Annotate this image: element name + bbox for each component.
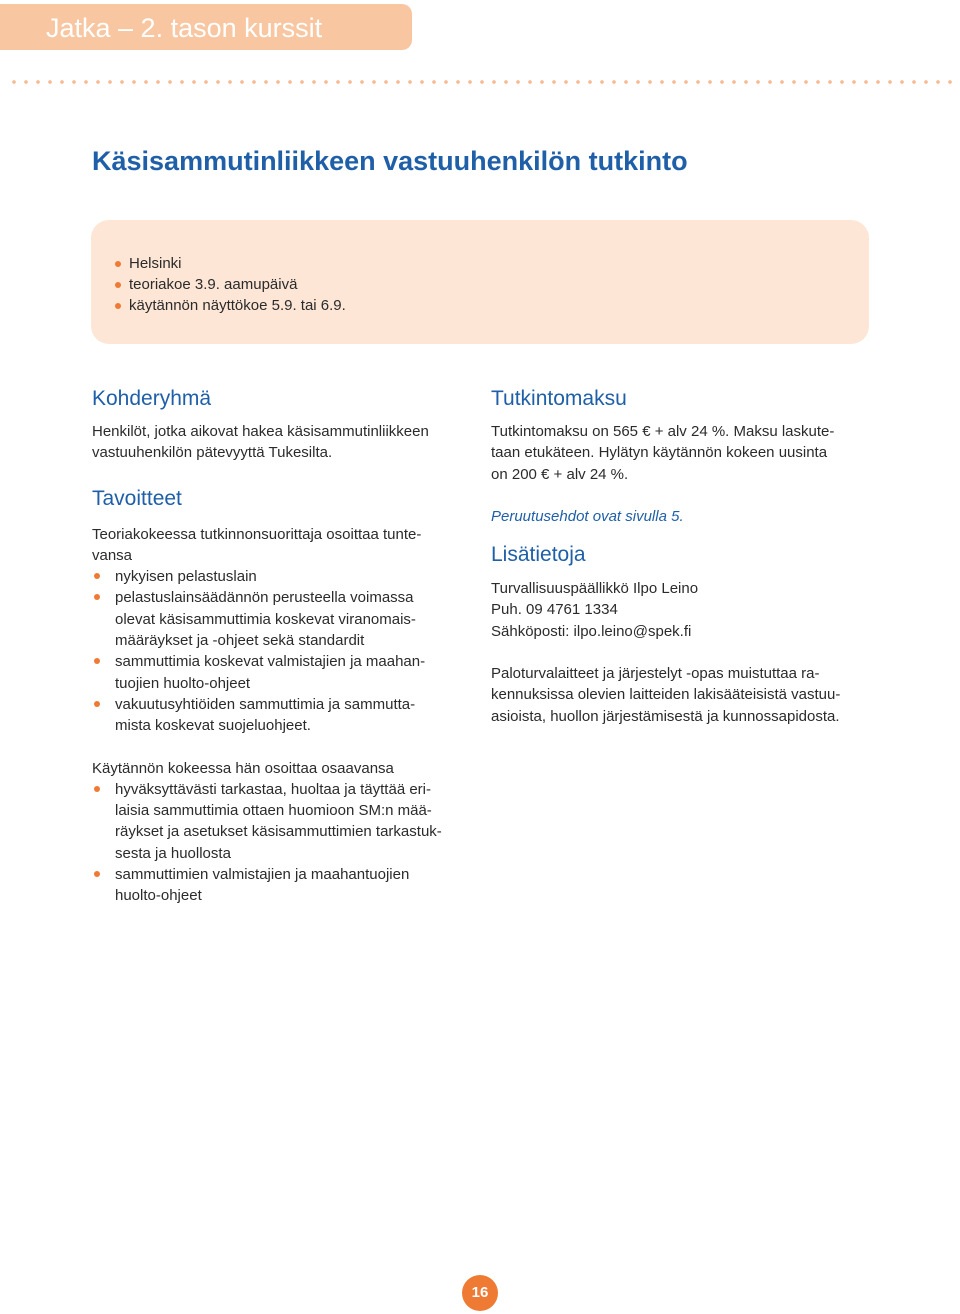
info-item-theory-exam: teoriakoe 3.9. aamupäivä: [115, 274, 346, 295]
list-item: [92, 694, 472, 737]
list-item-line: laisia sammuttimia ottaen huomioon SM:n mää-: [115, 802, 432, 820]
kohderyhma-line: vastuuhenkilön pätevyyttä Tukesilta.: [92, 444, 333, 462]
note-line: asioista, huollon järjestämisestä ja kunnossapidosta.: [491, 707, 840, 725]
section-title: Jatka – 2. tason kurssit: [46, 13, 323, 43]
lisatietoja-heading: Lisätietoja: [491, 543, 586, 567]
list-item-line: räykset ja asetukset käsisammuttimien tarkastuk-: [115, 823, 442, 841]
list-item-line: olevat käsisammuttimia koskevat viranomais-: [115, 610, 416, 628]
dotted-divider: [8, 80, 960, 84]
tavoitteet-heading: Tavoitteet: [92, 486, 182, 510]
list-item-line: sammuttimien valmistajien ja maahantuojien: [115, 866, 410, 884]
contact-name: Turvallisuuspäällikkö Ilpo Leino: [491, 580, 699, 598]
info-box: [91, 220, 869, 344]
page-title: Käsisammutinliikkeen vastuuhenkilön tutkinto: [92, 146, 688, 176]
info-item-location: Helsinki: [115, 253, 346, 274]
section-tab: [0, 4, 412, 50]
theory-bullet-list: [92, 566, 472, 736]
contact-info: [491, 578, 891, 642]
right-column: [491, 386, 891, 727]
contact-phone: Puh. 09 4761 1334: [491, 601, 618, 619]
list-item-line: määräykset ja -ohjeet sekä standardit: [115, 632, 365, 650]
list-item-line: mista koskevat suojeluohjeet.: [115, 717, 311, 735]
tavoitteet-intro: [92, 524, 472, 567]
left-column: [92, 386, 472, 907]
list-item: [92, 864, 472, 907]
list-item-line: sammuttimia koskevat valmistajien ja maahan-: [115, 653, 426, 671]
contact-email[interactable]: Sähköposti: ilpo.leino@spek.fi: [491, 622, 692, 640]
kohderyhma-heading: Kohderyhmä: [92, 387, 212, 410]
list-item-line: nykyisen pelastuslain: [115, 568, 257, 586]
fee-line: on 200 € + alv 24 %.: [491, 465, 629, 483]
list-item: [92, 566, 472, 587]
practical-intro: Käytännön kokeessa hän osoittaa osaavansa: [92, 759, 394, 777]
tavoitteet-intro-line: vansa: [92, 546, 133, 564]
kohderyhma-line: Henkilöt, jotka aikovat hakea käsisammutinliikkeen: [92, 423, 429, 440]
fee-line: taan etukäteen. Hylätyn käytännön kokeen uusinta: [491, 444, 828, 462]
kohderyhma-text: [92, 421, 472, 464]
list-item: [92, 587, 472, 651]
list-item-line: sesta ja huollosta: [115, 844, 231, 862]
note-line: Paloturvalaitteet ja järjestelyt -opas muistuttaa ra-: [491, 665, 820, 683]
list-item-line: pelastuslainsäädännön perusteella voimassa: [115, 589, 414, 607]
list-item-line: hyväksyttävästi tarkastaa, huoltaa ja täyttää eri-: [115, 780, 431, 798]
page-number-badge: 16: [462, 1275, 498, 1311]
tavoitteet-intro-line: Teoriakokeessa tutkinnonsuorittaja osoittaa tunte-: [92, 525, 422, 543]
list-item-line: tuojien huolto-ohjeet: [115, 674, 251, 692]
tutkintomaksu-text: [491, 421, 891, 485]
info-item-practical-exam: käytännön näyttökoe 5.9. tai 6.9.: [115, 295, 346, 316]
note-line: kennuksissa olevien laitteiden lakisääteisistä vastuu-: [491, 686, 841, 704]
list-item: [92, 651, 472, 694]
tutkintomaksu-heading: Tutkintomaksu: [491, 387, 627, 410]
cancellation-terms-link[interactable]: Peruutusehdot ovat sivulla 5.: [491, 507, 684, 525]
fee-line: Tutkintomaksu on 565 € + alv 24 %. Maksu laskute-: [491, 423, 835, 440]
guide-note: [491, 663, 891, 727]
list-item-line: huolto-ohjeet: [115, 887, 202, 905]
practical-bullet-list: [92, 779, 472, 907]
list-item-line: vakuutusyhtiöiden sammuttimia ja sammutta-: [115, 695, 416, 713]
list-item: [92, 779, 472, 864]
